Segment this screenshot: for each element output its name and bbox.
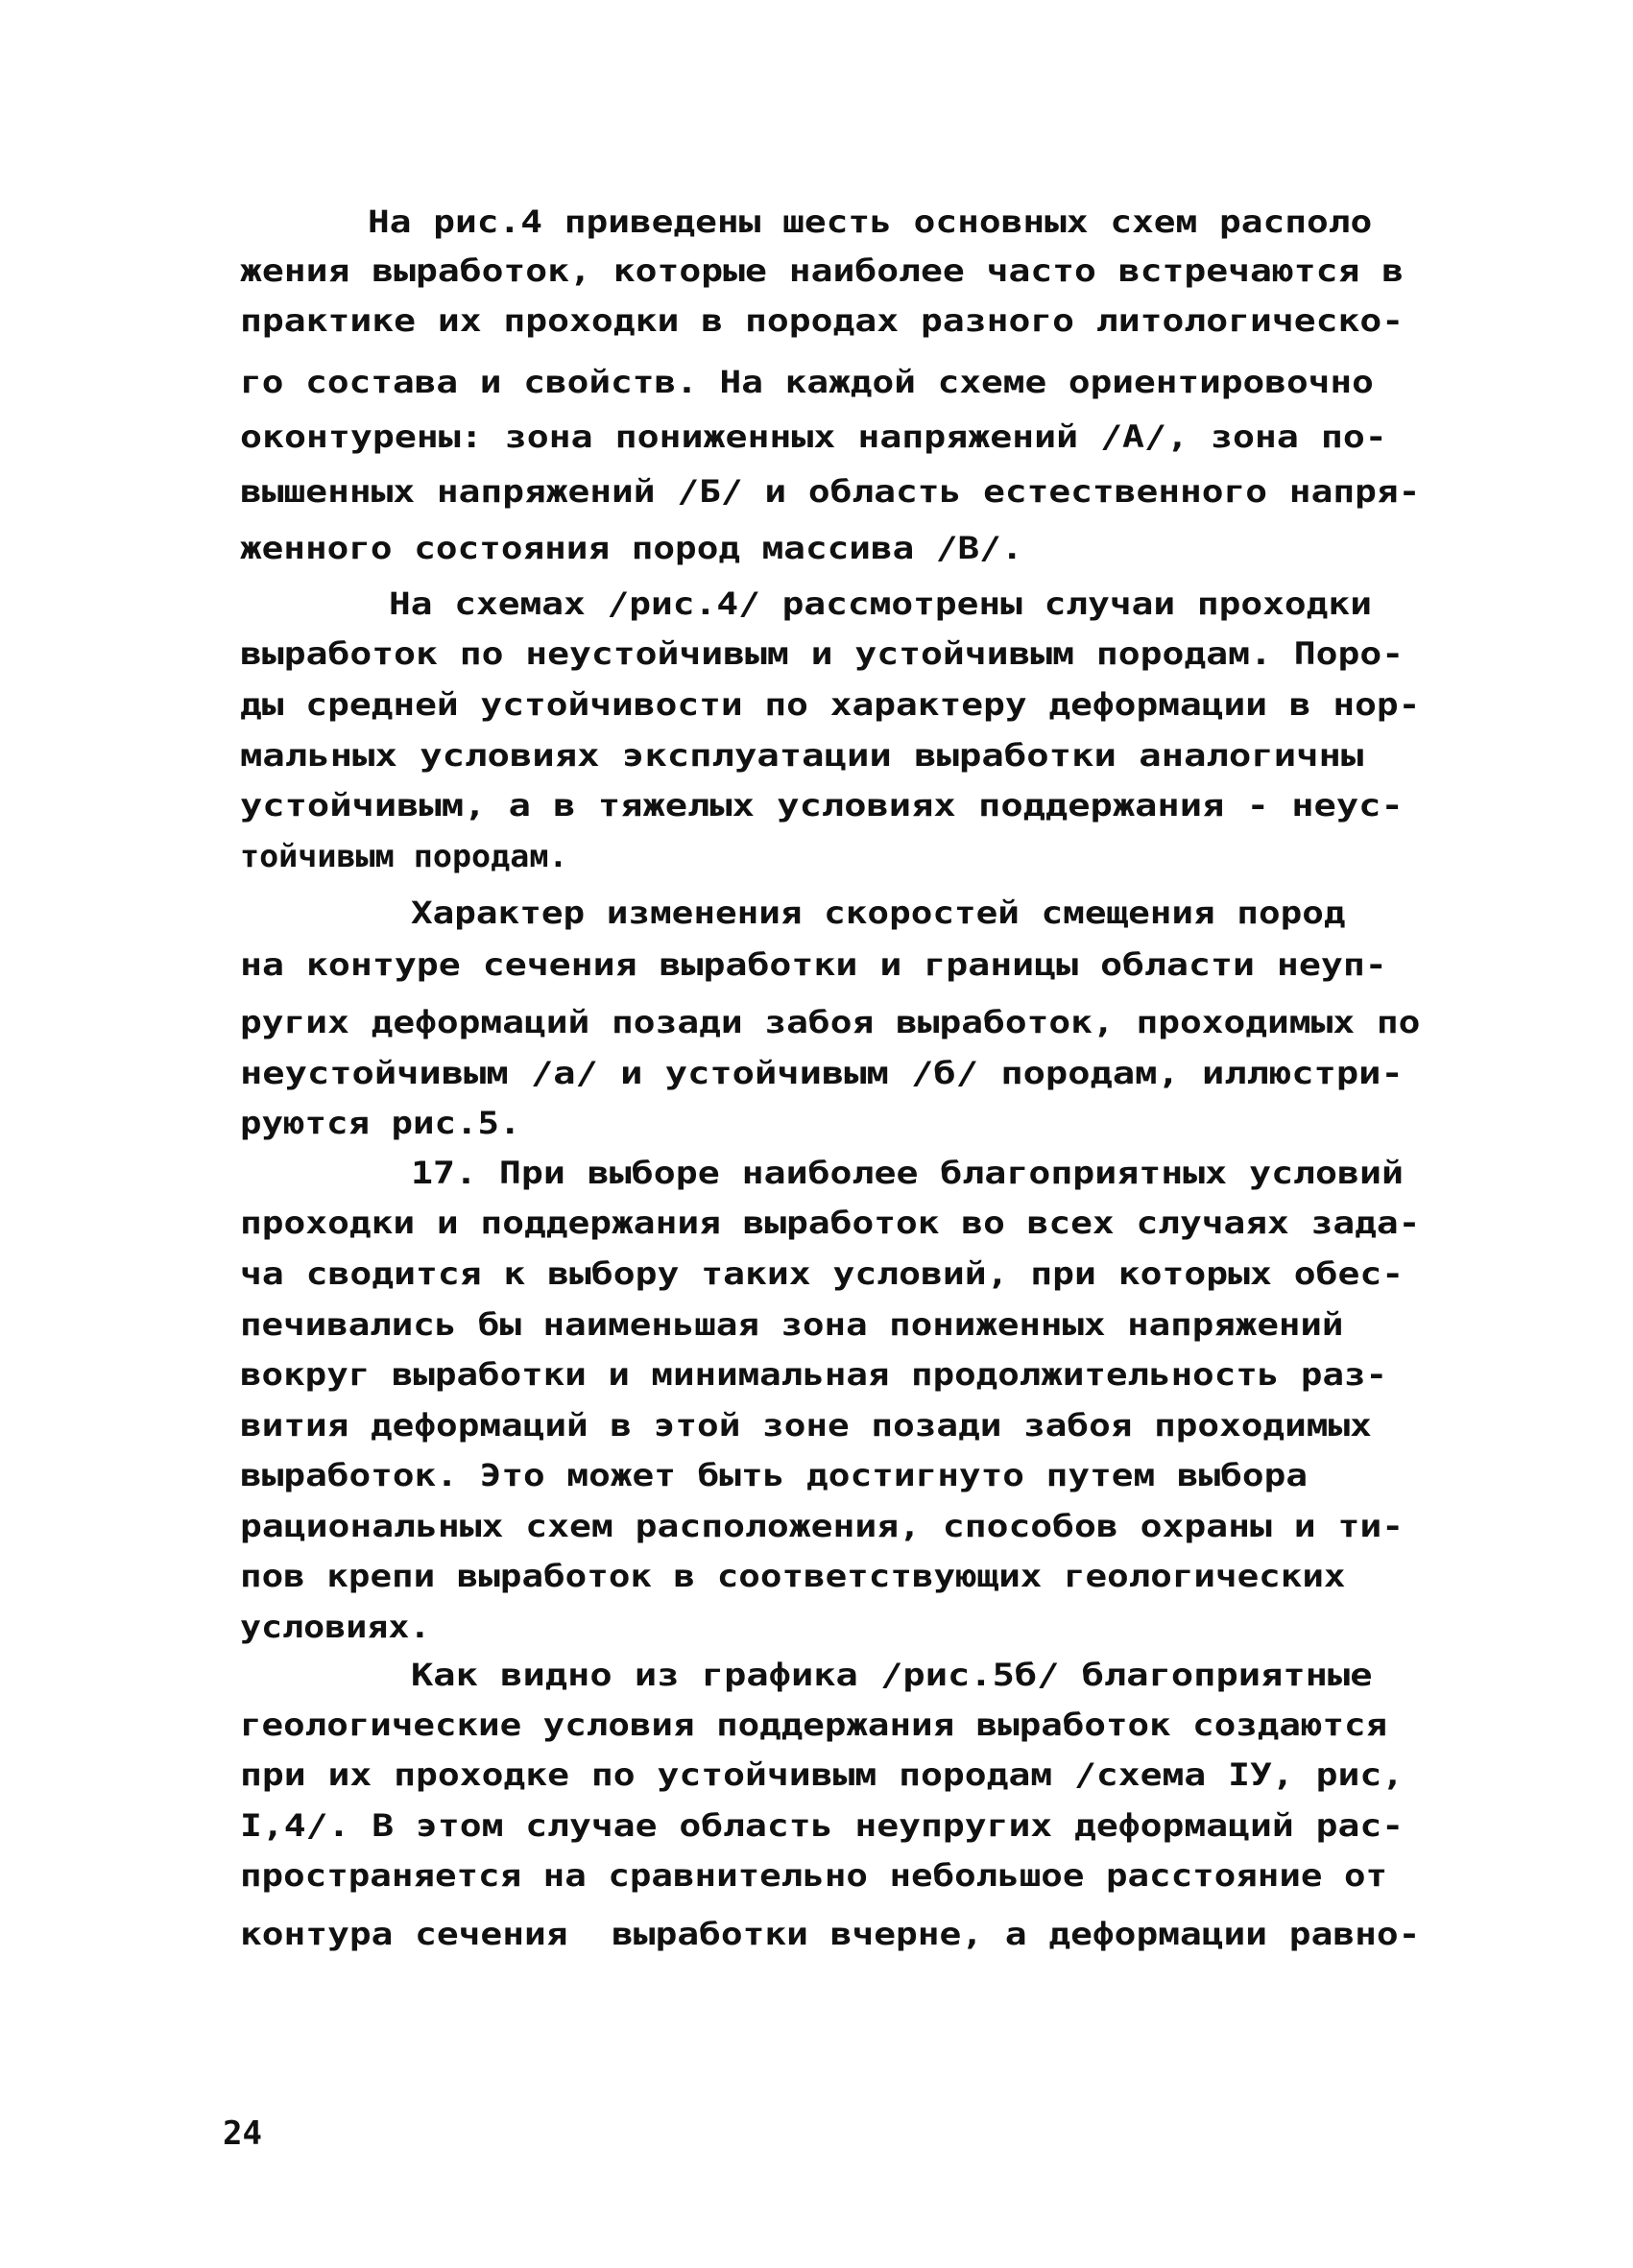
text-line: выработок по неустойчивым и устойчивым породам. Поро-: [240, 635, 1405, 672]
text-line: при их проходке по устойчивым породам /схема IУ, рис,: [240, 1756, 1405, 1793]
text-line: печивались бы наименьшая зона пониженных напряжений: [240, 1306, 1344, 1343]
text-line: пространяется на сравнительно небольшое расстояние от: [240, 1857, 1388, 1894]
text-line: жения выработок, которые наиболее часто встречаются в: [240, 252, 1405, 289]
text-line: выработок. Это может быть достигнуто путем выбора: [240, 1457, 1309, 1493]
text-line: оконтурены: зона пониженных напряжений /А/, зона по-: [240, 418, 1387, 455]
text-line: устойчивым, а в тяжелых условиях поддержания - неус-: [240, 787, 1404, 824]
text-line: I,4/. В этом случае область неупругих деформаций рас-: [240, 1807, 1405, 1844]
text-line: ча сводится к выбору таких условий, при которых обес-: [240, 1255, 1405, 1292]
text-line: условиях.: [240, 1609, 431, 1645]
text-line: мальных условиях эксплуатации выработки аналогичны: [240, 737, 1364, 774]
text-line: ды средней устойчивости по характеру деформации в нор-: [240, 686, 1421, 723]
text-line: на контуре сечения выработки и границы области неуп-: [240, 946, 1387, 983]
text-line: контура сечения выработки вчерне, а деформации равно-: [240, 1916, 1421, 1952]
text-line: пов крепи выработок в соответствующих геологических: [240, 1558, 1346, 1594]
text-line: проходки и поддержания выработок во всех случаях зада-: [240, 1205, 1421, 1241]
text-line: 17. При выборе наиболее благоприятных условий: [411, 1155, 1404, 1191]
text-line: вышенных напряжений /Б/ и область естественного напря-: [240, 473, 1421, 510]
text-line: го состава и свойств. На каждой схеме ориентировочно: [240, 364, 1374, 400]
text-line: женного состояния пород массива /В/.: [240, 530, 1023, 566]
text-line: руются рис.5.: [240, 1105, 521, 1141]
text-line: неустойчивым /а/ и устойчивым /б/ породам, иллюстри-: [240, 1055, 1404, 1091]
text-line: рациональных схем расположения, способов охраны и ти-: [240, 1508, 1405, 1544]
text-line: На рис.4 приведены шесть основных схем располо: [368, 203, 1373, 240]
text-line: геологические условия поддержания выработок создаются: [240, 1707, 1388, 1743]
text-line: На схемах /рис.4/ рассмотрены случаи проходки: [389, 585, 1372, 622]
text-line: практике их проходки в породах разного литологическо-: [240, 302, 1405, 339]
text-line: вития деформаций в этой зоне позади забоя проходимых: [240, 1407, 1372, 1444]
text-line: тойчивым породам.: [240, 838, 568, 874]
text-line: ругих деформаций позади забоя выработок, проходимых по: [240, 1004, 1421, 1040]
page-number: 24: [223, 2114, 262, 2153]
text-line: Характер изменения скоростей смещения пород: [411, 895, 1346, 931]
text-line: вокруг выработки и минимальная продолжительность раз-: [240, 1356, 1388, 1393]
text-line: Как видно из графика /рис.5б/ благоприятные: [411, 1657, 1373, 1693]
